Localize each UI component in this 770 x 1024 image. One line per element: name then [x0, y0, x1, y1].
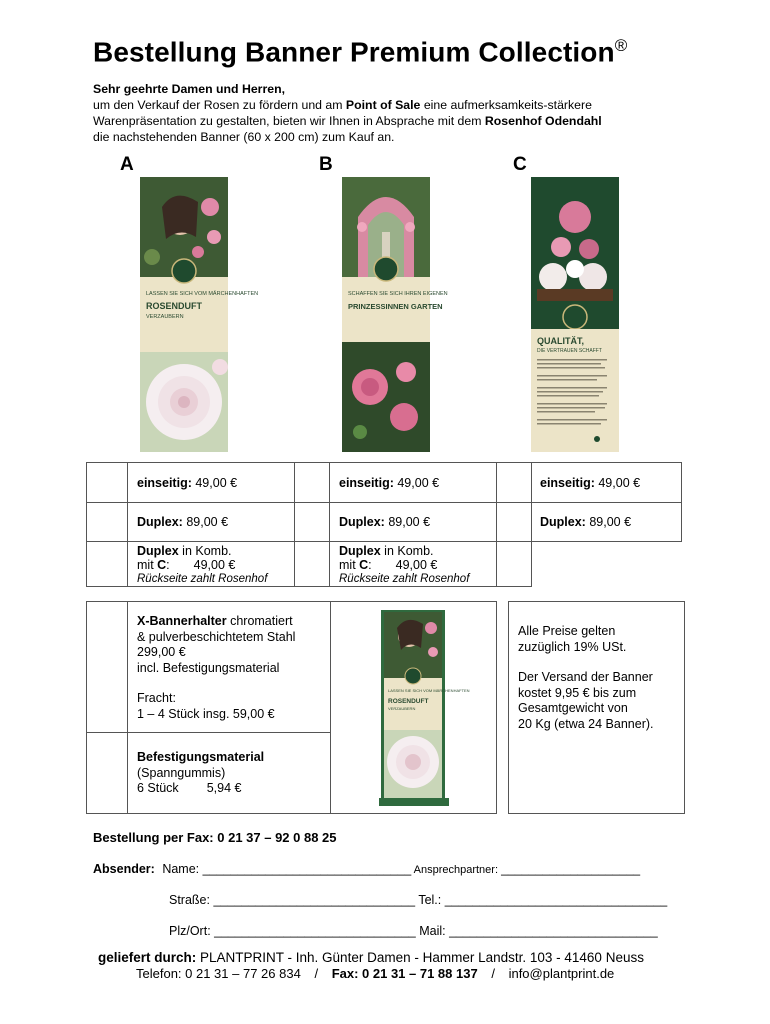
banner-b-image: [342, 177, 448, 452]
banner-c-sub: DIE VERTRAUEN SCHAFFT: [537, 348, 602, 354]
column-letter-b: B: [319, 154, 333, 175]
banner-a-bold: ROSENDUFT: [146, 301, 202, 311]
contact-field[interactable]: ____________________: [501, 862, 641, 876]
checkbox-c-combo-empty: [496, 541, 532, 587]
email-link[interactable]: info@plantprint.de: [508, 966, 615, 981]
checkbox-b-duplex[interactable]: [294, 502, 330, 542]
banner-a-sub: VERZAUBERN: [146, 314, 184, 320]
price-a-single: einseitig: 49,00 €: [127, 462, 295, 503]
name-field[interactable]: ______________________________: [202, 862, 412, 876]
price-b-single: einseitig: 49,00 €: [329, 462, 497, 503]
sender-row-1: Absender: Name: ______________________________ Ansprechpartner: ____________________: [93, 862, 641, 876]
x-banner-holder-image: [331, 602, 496, 813]
info-box: Alle Preise gelten zuzüglich 19% USt. Der Versand der Banner kostet 9,95 € bis zum Gesamtgewicht von 20 Kg (etwa 24 Banner).: [508, 601, 685, 814]
sender-row-2: Straße: _____________________________ Tel.: ________________________________: [169, 893, 668, 907]
holder-description: X-Bannerhalter chromatiert & pulverbeschichtetem Stahl 299,00 € incl. Befestigungsmaterial Fracht: 1 – 4 Stück insg. 59,00 €: [127, 601, 331, 733]
checkbox-c-duplex[interactable]: [496, 502, 532, 542]
checkbox-a-duplex[interactable]: [86, 502, 128, 542]
column-letter-c: C: [513, 154, 527, 175]
holder-image-cell: [330, 601, 497, 814]
street-field[interactable]: _____________________________: [213, 893, 416, 907]
mount-description: Befestigungsmaterial (Spanngummis) 6 Stück 5,94 €: [127, 732, 331, 814]
checkbox-a-combo[interactable]: [86, 541, 128, 587]
checkbox-c-single[interactable]: [496, 462, 532, 503]
checkbox-a-single[interactable]: [86, 462, 128, 503]
holder-banner-headline: LASSEN SIE SICH VOM MÄRCHENHAFTEN: [388, 688, 470, 693]
checkbox-b-single[interactable]: [294, 462, 330, 503]
price-a-combo: Duplex in Komb. mit C: 49,00 € Rückseite zahlt Rosenhof: [127, 541, 295, 587]
banner-b-bold: PRINZESSINNEN GARTEN: [348, 302, 443, 311]
intro-text: Sehr geehrte Damen und Herren, um den Verkauf der Rosen zu fördern und am Point of Sale eine aufmerksamkeits-stärkere Warenpräsentation zu gestalten, bieten wir Ihnen in Absprache mit dem Rosenhof Odendahl die nachstehenden Banner (60 x 200 cm) zum Kauf an.: [93, 82, 602, 144]
price-b-combo: Duplex in Komb. mit C: 49,00 € Rückseite zahlt Rosenhof: [329, 541, 497, 587]
greeting: Sehr geehrte Damen und Herren,: [93, 82, 286, 96]
tel-field[interactable]: ________________________________: [444, 893, 668, 907]
checkbox-mount[interactable]: [86, 732, 128, 814]
holder-banner-sub: VERZAUBERN: [388, 706, 416, 711]
banner-a-image: [140, 177, 259, 452]
price-b-duplex: Duplex: 89,00 €: [329, 502, 497, 542]
price-c-single: einseitig: 49,00 €: [531, 462, 682, 503]
contact-line: Telefon: 0 21 31 – 77 26 834 / Fax: 0 21 31 – 71 88 137 / info@plantprint.de: [136, 966, 615, 981]
checkbox-holder[interactable]: [86, 601, 128, 733]
zip-field[interactable]: _____________________________: [214, 924, 416, 938]
holder-banner-bold: ROSENDUFT: [388, 698, 429, 705]
page-title: Bestellung Banner Premium Collection®: [93, 36, 628, 68]
price-c-duplex: Duplex: 89,00 €: [531, 502, 682, 542]
fax-order-label: Bestellung per Fax: 0 21 37 – 92 0 88 25: [93, 830, 337, 845]
banner-c-headline: QUALITÄT,: [537, 336, 584, 346]
sender-row-3: Plz/Ort: _____________________________ Mail: ______________________________: [169, 924, 658, 938]
banner-c-image: [531, 177, 619, 452]
column-letter-a: A: [120, 154, 134, 175]
delivered-by: geliefert durch: PLANTPRINT - Inh. Günter Damen - Hammer Landstr. 103 - 41460 Neuss: [98, 950, 644, 965]
mail-field[interactable]: ______________________________: [449, 924, 658, 938]
banner-b-headline: SCHAFFEN SIE SICH IHREN EIGENEN: [348, 291, 448, 297]
banner-a-headline: LASSEN SIE SICH VOM MÄRCHENHAFTEN: [146, 291, 259, 297]
price-a-duplex: Duplex: 89,00 €: [127, 502, 295, 542]
checkbox-b-combo[interactable]: [294, 541, 330, 587]
